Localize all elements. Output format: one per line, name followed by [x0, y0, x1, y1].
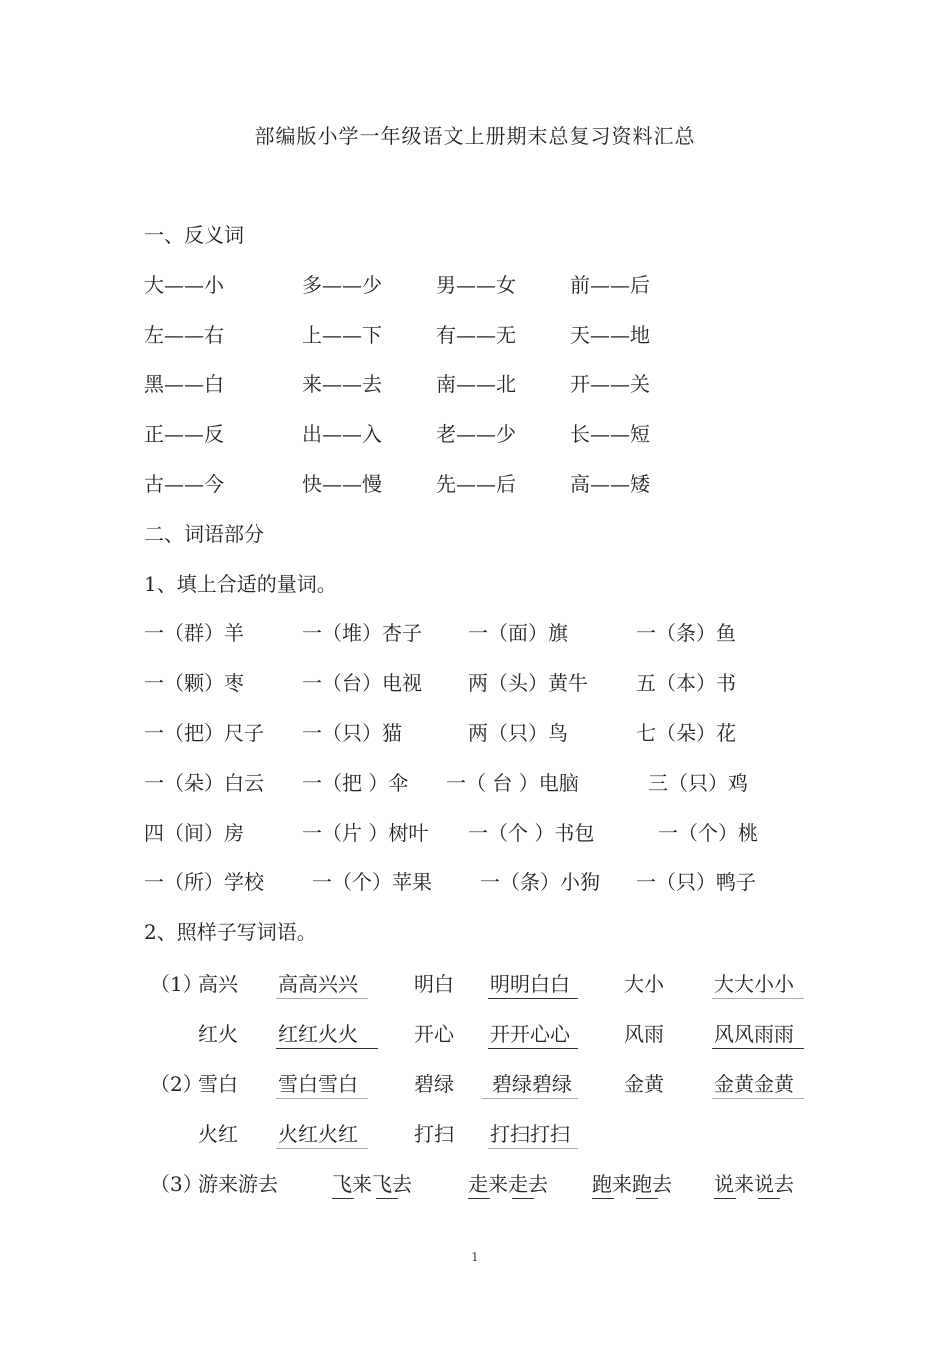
- exercise-label: （1）: [150, 972, 203, 996]
- antonym-pair: 男——女: [436, 273, 516, 297]
- answer-word: 开开心心: [490, 1022, 570, 1046]
- measure-word-item: 一（颗）枣: [144, 671, 244, 695]
- antonym-pair: 来——去: [302, 372, 382, 396]
- antonym-pair: 前——后: [570, 273, 650, 297]
- measure-word-item: 四（间）房: [144, 821, 244, 845]
- answer-underline: [468, 1198, 490, 1199]
- answer-word: 打扫打扫: [490, 1122, 570, 1146]
- answer-word: 火红火红: [278, 1122, 358, 1146]
- antonym-pair: 黑——白: [144, 372, 224, 396]
- measure-word-item: 一（个 ）书包: [468, 821, 595, 845]
- exercise-label: （3）: [150, 1172, 203, 1196]
- answer-word: 跑来跑去: [592, 1172, 672, 1196]
- answer-word: 红红火火: [278, 1022, 358, 1046]
- measure-word-item: 一（群）羊: [144, 621, 244, 645]
- section-heading-words: 二、词语部分: [144, 522, 264, 546]
- answer-underline: [712, 1098, 804, 1099]
- antonym-pair: 正——反: [144, 422, 224, 446]
- answer-underline: [276, 998, 368, 999]
- measure-word-item: 一（朵）白云: [144, 771, 264, 795]
- example-word: 游来游去: [198, 1172, 278, 1196]
- antonym-pair: 高——矮: [570, 472, 650, 496]
- answer-underline: [714, 1198, 736, 1199]
- measure-word-item: 一（个）桃: [658, 821, 758, 845]
- measure-word-item: 一（片 ）树叶: [302, 821, 429, 845]
- answer-underline: [488, 998, 578, 999]
- measure-word-item: 一（条）鱼: [636, 621, 736, 645]
- answer-word: 飞来飞去: [332, 1172, 412, 1196]
- antonym-pair: 老——少: [436, 422, 516, 446]
- antonym-pair: 开——关: [570, 372, 650, 396]
- measure-word-item: 一（只）猫: [302, 721, 402, 745]
- measure-word-item: 一（堆）杏子: [302, 621, 422, 645]
- measure-word-item: 一（所）学校: [144, 870, 264, 894]
- antonym-pair: 古——今: [144, 472, 224, 496]
- measure-word-item: 一（只）鸭子: [636, 870, 756, 894]
- answer-underline: [276, 1098, 368, 1099]
- measure-word-item: 一（条）小狗: [480, 870, 600, 894]
- antonym-pair: 先——后: [436, 472, 516, 496]
- answer-underline: [482, 1098, 578, 1099]
- answer-underline: [712, 998, 804, 999]
- antonym-pair: 天——地: [570, 323, 650, 347]
- answer-word: 明明白白: [490, 972, 570, 996]
- section-heading-antonyms: 一、反义词: [144, 223, 244, 247]
- example-word: 风雨: [624, 1022, 664, 1046]
- measure-word-item: 一（ 台 ）电脑: [446, 771, 579, 795]
- answer-underline: [636, 1198, 658, 1199]
- antonym-pair: 大——小: [144, 273, 224, 297]
- example-word: 金黄: [624, 1072, 664, 1096]
- answer-word: 风风雨雨: [714, 1022, 794, 1046]
- answer-underline: [276, 1048, 378, 1049]
- answer-underline: [488, 1148, 578, 1149]
- antonym-pair: 出——入: [302, 422, 382, 446]
- answer-word: 金黄金黄: [714, 1072, 794, 1096]
- antonym-pair: 左——右: [144, 323, 224, 347]
- answer-underline: [488, 1048, 578, 1049]
- antonym-pair: 快——慢: [302, 472, 382, 496]
- page-title: 部编版小学一年级语文上册期末总复习资料汇总: [254, 124, 696, 148]
- measure-word-item: 三（只）鸡: [648, 771, 748, 795]
- measure-word-item: 一（把 ）伞: [302, 771, 409, 795]
- antonym-pair: 有——无: [436, 323, 516, 347]
- measure-word-item: 一（面）旗: [468, 621, 568, 645]
- answer-underline: [376, 1198, 398, 1199]
- example-word: 明白: [414, 972, 454, 996]
- antonym-pair: 长——短: [570, 422, 650, 446]
- measure-word-item: 两（头）黄牛: [468, 671, 588, 695]
- measure-word-item: 两（只）鸟: [468, 721, 568, 745]
- example-word: 红火: [198, 1022, 238, 1046]
- measure-word-item: 七（朵）花: [636, 721, 736, 745]
- answer-word: 走来走去: [468, 1172, 548, 1196]
- measure-word-item: 一（个）苹果: [312, 870, 432, 894]
- exercise-label: （2）: [150, 1072, 203, 1096]
- answer-word: 高高兴兴: [278, 972, 358, 996]
- measure-word-item: 一（台）电视: [302, 671, 422, 695]
- answer-word: 大大小小: [714, 972, 794, 996]
- answer-word: 雪白雪白: [278, 1072, 358, 1096]
- answer-word: 碧绿碧绿: [492, 1072, 572, 1096]
- example-word: 打扫: [414, 1122, 454, 1146]
- example-word: 大小: [624, 972, 664, 996]
- measure-word-item: 一（把）尺子: [144, 721, 264, 745]
- subsection-heading-measure-words: 1、填上合适的量词。: [144, 572, 337, 596]
- answer-underline: [512, 1198, 534, 1199]
- antonym-pair: 多——少: [302, 273, 382, 297]
- answer-underline: [758, 1198, 780, 1199]
- example-word: 碧绿: [414, 1072, 454, 1096]
- answer-underline: [712, 1048, 804, 1049]
- example-word: 高兴: [198, 972, 238, 996]
- antonym-pair: 南——北: [436, 372, 516, 396]
- measure-word-item: 五（本）书: [636, 671, 736, 695]
- answer-underline: [332, 1198, 354, 1199]
- subsection-heading-word-patterns: 2、照样子写词语。: [144, 920, 317, 944]
- antonym-pair: 上——下: [302, 323, 382, 347]
- example-word: 开心: [414, 1022, 454, 1046]
- example-word: 雪白: [198, 1072, 238, 1096]
- example-word: 火红: [198, 1122, 238, 1146]
- page-number: 1: [471, 1250, 479, 1264]
- answer-underline: [276, 1148, 368, 1149]
- answer-underline: [592, 1198, 614, 1199]
- answer-word: 说来说去: [714, 1172, 794, 1196]
